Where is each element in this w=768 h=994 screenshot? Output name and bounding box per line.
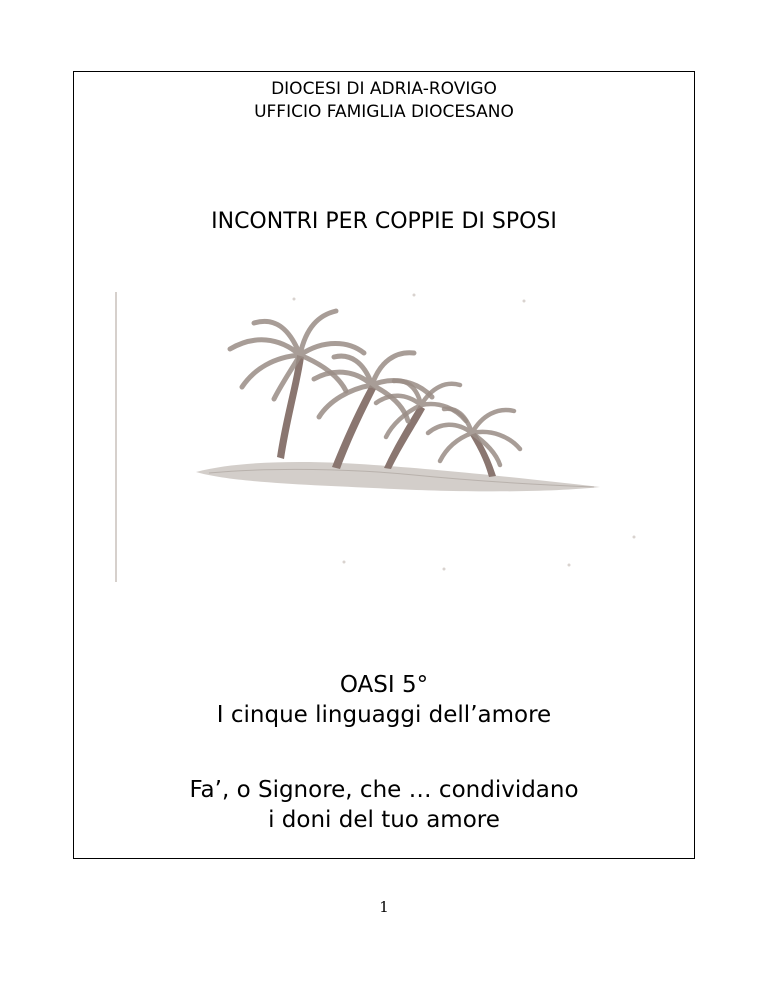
palm-trees-illustration: [114, 287, 659, 587]
page-title: INCONTRI PER COPPIE DI SPOSI: [211, 209, 557, 234]
palm-fronds-4: [428, 409, 520, 465]
island-sand: [196, 462, 600, 491]
diocese-name: DIOCESI DI ADRIA-ROVIGO: [271, 79, 497, 99]
prayer-line-1: Fa’, o Signore, che … condividano: [189, 777, 579, 803]
prayer-line-2: i doni del tuo amore: [268, 807, 500, 833]
oasi-subtitle: I cinque linguaggi dell’amore: [216, 702, 552, 728]
scan-specks: [293, 294, 636, 571]
office-name: UFFICIO FAMIGLIA DIOCESANO: [254, 102, 514, 122]
oasi-number: OASI 5°: [339, 672, 429, 698]
cover-frame: [73, 71, 695, 859]
page-number: 1: [379, 898, 389, 916]
